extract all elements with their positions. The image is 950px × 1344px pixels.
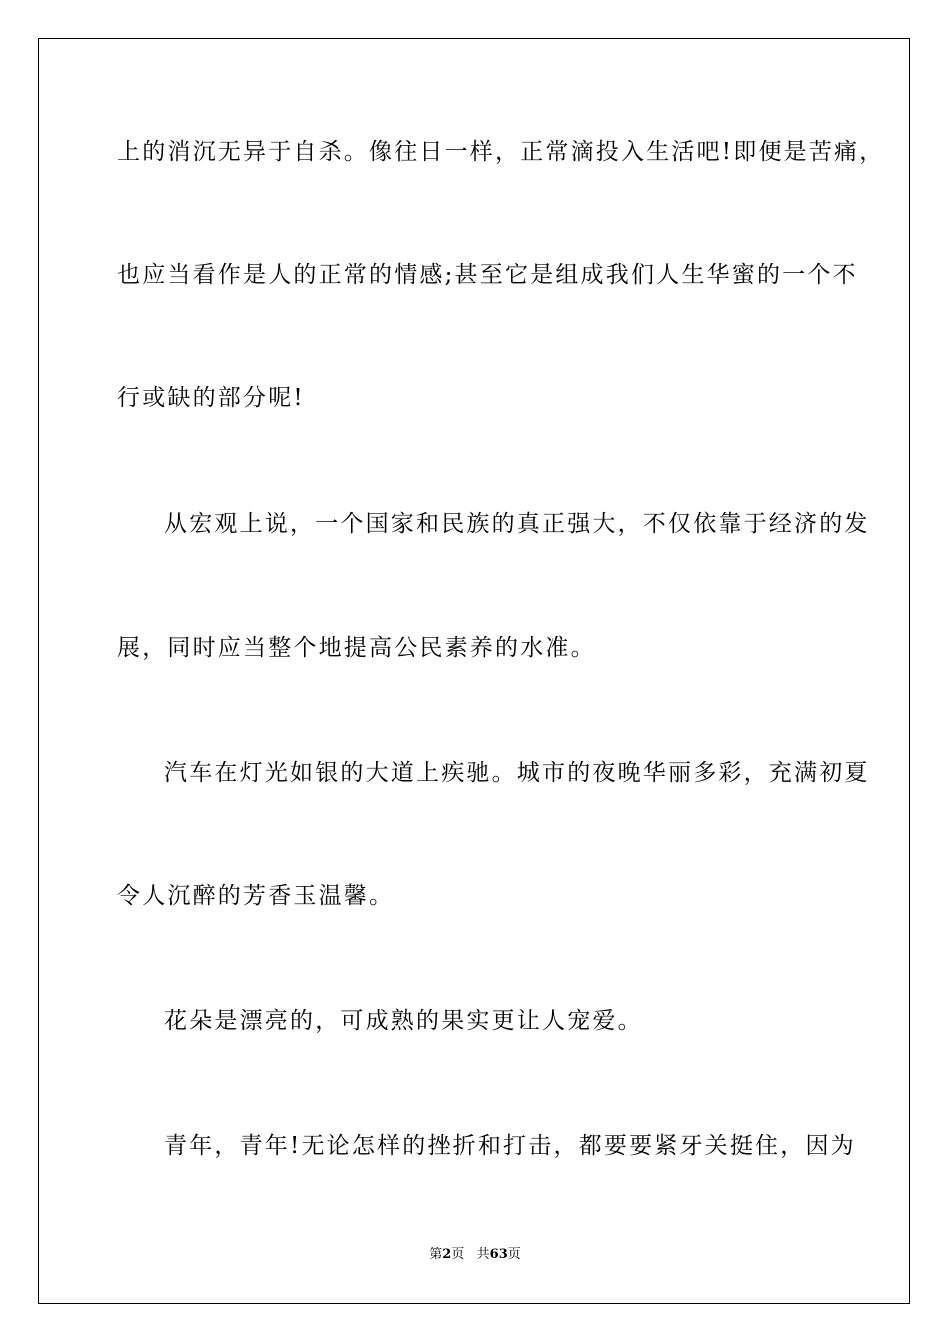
paragraph-start-line: 花朵是漂亮的，可成熟的果实更让人宠爱。 xyxy=(164,1008,643,1034)
total-label-suffix: 页 xyxy=(507,1247,521,1262)
text-line: 行或缺的部分呢! xyxy=(117,385,305,411)
page-footer xyxy=(0,1246,950,1264)
text-line: 展，同时应当整个地提高公民素养的水准。 xyxy=(117,635,596,661)
paragraph-start-line: 从宏观上说，一个国家和民族的真正强大，不仅依靠于经济的发 xyxy=(164,511,870,537)
text-line: 令人沉醉的芳香玉温馨。 xyxy=(117,883,395,909)
page-label-prefix: 第 xyxy=(429,1247,443,1262)
page-number: 2 xyxy=(442,1247,452,1262)
page-border xyxy=(38,38,910,1304)
total-pages: 63 xyxy=(489,1247,508,1262)
paragraph-start-line: 青年，青年!无论怎样的挫折和打击，都要要紧牙关挺住，因为 xyxy=(164,1133,856,1159)
text-line: 上的消沉无异于自杀。像往日一样，正常滴投入生活吧!即便是苦痛， xyxy=(117,139,885,165)
paragraph-start-line: 汽车在灯光如银的大道上疾驰。城市的夜晚华丽多彩，充满初夏 xyxy=(164,760,870,786)
page-label-suffix: 页 共 xyxy=(451,1247,490,1262)
text-line: 也应当看作是人的正常的情感;甚至它是组成我们人生华蜜的一个不 xyxy=(117,262,858,288)
